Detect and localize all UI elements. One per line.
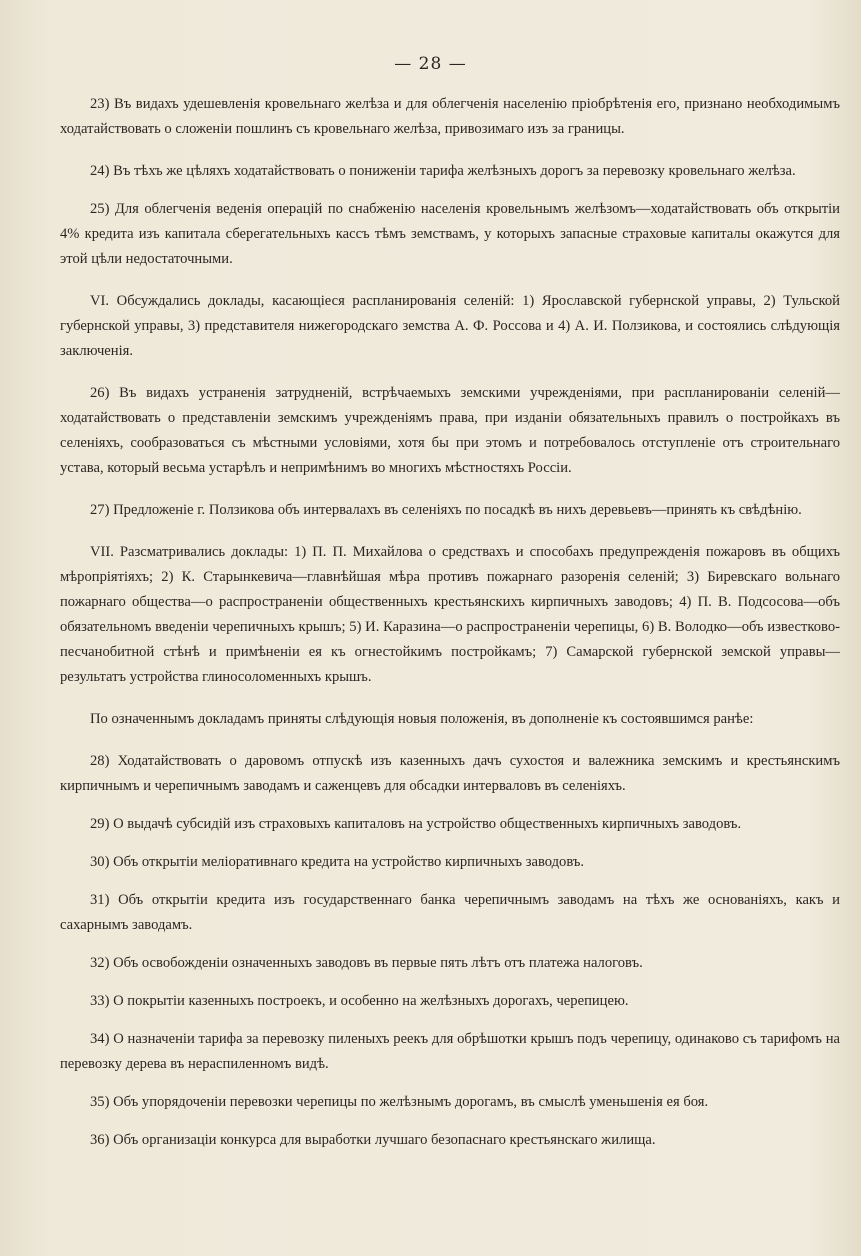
paragraph-35: 35) Объ упорядоченіи перевозки черепицы по желѣзнымъ дорогамъ, въ смыслѣ уменьшенія ея боя. <box>90 1094 709 1110</box>
paragraph-26: 26) Въ видахъ устраненія затрудненій, встрѣчаемыхъ земскими учрежденіями, при распланированіи селеній—ходатайствовать о представленіи земскимъ учрежденіямъ права, при изданіи обязательныхъ правилъ о постройкахъ въ селеніяхъ, сообразоваться съ мѣстными условіями, хотя бы при этомъ и потребовалось отступленіе отъ строительнаго устава, который весьма устарѣлъ и непримѣнимъ во многихъ мѣстностяхъ Россіи. <box>60 385 840 476</box>
paragraph-31: 31) Объ открытіи кредита изъ государственнаго банка черепичнымъ заводамъ на тѣхъ же основаніяхъ, какъ и сахарнымъ заводамъ. <box>60 892 840 933</box>
paragraph-27: 27) Предложеніе г. Ползикова объ интервалахъ въ селеніяхъ по посадкѣ въ нихъ деревьевъ—принять къ свѣдѣнію. <box>90 502 802 518</box>
paragraph-30: 30) Объ открытіи меліоративнаго кредита на устройство кирпичныхъ заводовъ. <box>90 854 585 870</box>
paragraph-32: 32) Объ освобожденіи означенныхъ заводовъ въ первые пять лѣтъ отъ платежа налоговъ. <box>90 955 643 971</box>
paragraph-29: 29) О выдачѣ субсидій изъ страховыхъ капиталовъ на устройство общественныхъ кирпичныхъ заводовъ. <box>90 816 742 832</box>
section-vii: VII. Разсматривались доклады: 1) П. П. Михайлова о средствахъ и способахъ предупрежденія пожаровъ въ общихъ мѣропріятіяхъ; 2) К. Старынкевича—главнѣйшая мѣра противъ пожарнаго разоренія селеній; 3) Биревскаго вольнаго пожарнаго общества—о распространеніи общественныхъ крестьянскихъ кирпичныхъ заводовъ; 4) П. В. Подсосова—объ обязательномъ введеніи черепичныхъ крышъ; 5) И. Каразина—о распространеніи черепицы, 6) В. Володко—объ известково-песчанобитной стѣнѣ и примѣненіи ея къ огнестойкимъ постройкамъ; 7) Самарской губернской земской управы—результатъ устройства глиносоломенныхъ крышъ. <box>60 544 840 685</box>
paragraph-36: 36) Объ организаціи конкурса для выработки лучшаго безопаснаго крестьянскаго жилища. <box>90 1132 656 1148</box>
paragraph-24: 24) Въ тѣхъ же цѣляхъ ходатайствовать о пониженіи тарифа желѣзныхъ дорогъ за перевозку кровельнаго желѣза. <box>90 163 796 179</box>
section-vi: VI. Обсуждались доклады, касающіеся распланированія селеній: 1) Ярославской губернской управы, 2) Тульской губернской управы, 3) представителя нижегородскаго земства А. Ф. Россова и 4) А. И. Ползикова, и состоялись слѣдующія заключенія. <box>60 293 840 359</box>
paragraph-25: 25) Для облегченія веденія операцій по снабженію населенія кровельнымъ желѣзомъ—ходатайствовать объ открытіи 4% кредита изъ капитала сберегательныхъ кассъ тѣмъ земствамъ, у которыхъ запасные страховые капиталы окажутся для этой цѣли недостаточными. <box>60 201 840 267</box>
paragraph-34: 34) О назначеніи тарифа за перевозку пиленыхъ реекъ для обрѣшотки крышъ подъ черепицу, одинаково съ тарифомъ на перевозку дерева въ нераспиленномъ видѣ. <box>60 1031 840 1072</box>
paragraph-33: 33) О покрытіи казенныхъ построекъ, и особенно на желѣзныхъ дорогахъ, черепицею. <box>90 993 629 1009</box>
paragraph-28: 28) Ходатайствовать о даровомъ отпускѣ изъ казенныхъ дачъ сухостоя и валежника земскимъ и крестьянскимъ кирпичнымъ и черепичнымъ заводамъ и саженцевъ для обсадки интерваловъ въ селеніяхъ. <box>60 753 840 794</box>
page-body <box>60 92 840 1166</box>
resolution-intro: По означеннымъ докладамъ приняты слѣдующія новыя положенія, въ дополненіе къ состоявшимся ранѣе: <box>90 711 754 727</box>
page-number: — 28 — <box>394 54 467 74</box>
paragraph-23: 23) Въ видахъ удешевленія кровельнаго желѣза и для облегченія населенію пріобрѣтенія его, признано необходимымъ ходатайствовать о сложеніи пошлинъ съ кровельнаго желѣза, привозимаго изъ за границы. <box>60 96 840 137</box>
